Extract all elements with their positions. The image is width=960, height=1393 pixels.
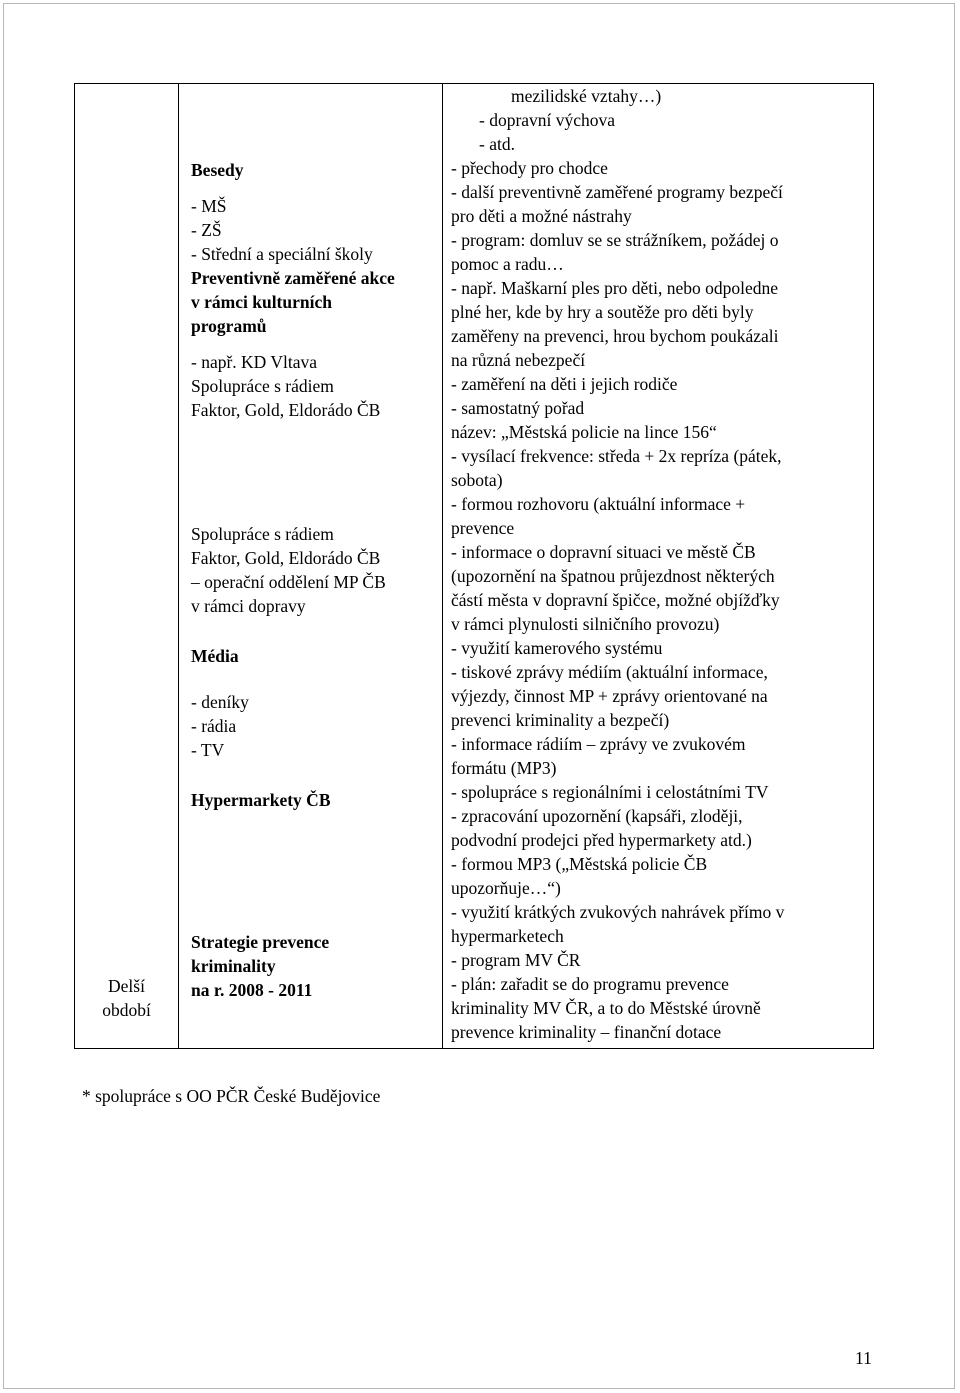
detail-line: - přechody pro chodce — [451, 158, 608, 178]
detail-cell — [443, 84, 874, 1049]
radio2-line: – operační oddělení MP ČB — [191, 572, 386, 592]
period-line: Delší — [108, 976, 145, 996]
detail-line: sobota) — [451, 470, 503, 490]
prev-actions-line: programů — [191, 316, 267, 336]
detail-line: pomoc a radu… — [451, 254, 564, 274]
radio1-line: Faktor, Gold, Eldorádo ČB — [191, 400, 381, 420]
detail-line: - další preventivně zaměřené programy bezpečí — [451, 182, 783, 202]
detail-line: prevence kriminality – finanční dotace — [451, 1022, 722, 1042]
detail-line: upozorňuje…“) — [451, 878, 561, 898]
detail-line: - dopravní výchova — [479, 110, 616, 130]
radio2-line: Faktor, Gold, Eldorádo ČB — [191, 548, 381, 568]
detail-line: - využití krátkých zvukových nahrávek přímo v — [451, 902, 785, 922]
detail-line: - plán: zařadit se do programu prevence — [451, 974, 729, 994]
detail-line: zaměřeny na prevenci, hrou bychom poukázali — [451, 326, 779, 346]
table-row — [75, 84, 874, 1049]
radio2-line: Spolupráce s rádiem — [191, 524, 334, 544]
prev-actions-line: v rámci kulturních — [191, 292, 332, 312]
radio1-line: Spolupráce s rádiem — [191, 376, 334, 396]
detail-line: formátu (MP3) — [451, 758, 557, 778]
detail-line: název: „Městská policie na lince 156“ — [451, 422, 717, 442]
radio2-line: v rámci dopravy — [191, 596, 306, 616]
footnote: * spolupráce s OO PČR České Budějovice — [82, 1086, 381, 1106]
detail-line: - formou MP3 („Městská policie ČB — [451, 854, 708, 874]
detail-line: prevence — [451, 518, 515, 538]
detail-line: - využití kamerového systému — [451, 638, 663, 658]
detail-line: - samostatný pořad — [451, 398, 585, 418]
media-title: Média — [191, 646, 239, 666]
period-line: období — [102, 1000, 151, 1020]
detail-line: podvodní prodejci před hypermarkety atd.) — [451, 830, 752, 850]
detail-line: mezilidské vztahy…) — [511, 86, 662, 106]
period-cell — [75, 84, 179, 1049]
detail-line: - zpracování upozornění (kapsáři, zloději, — [451, 806, 743, 826]
detail-line: - informace rádiím – zprávy ve zvukovém — [451, 734, 746, 754]
detail-line: pro děti a možné nástrahy — [451, 206, 632, 226]
detail-line: - formou rozhovoru (aktuální informace + — [451, 494, 746, 514]
strategy-line: kriminality — [191, 956, 276, 976]
list-item: - rádia — [191, 716, 237, 736]
detail-line: na různá nebezpečí — [451, 350, 586, 370]
detail-line: prevenci kriminality a bezpečí) — [451, 710, 670, 730]
detail-line: výjezdy, činnost MP + zprávy orientované na — [451, 686, 768, 706]
detail-line: - informace o dopravní situaci ve městě ČB — [451, 542, 756, 562]
detail-line: - tiskové zprávy médiím (aktuální informace, — [451, 662, 768, 682]
list-item: - ZŠ — [191, 220, 222, 240]
list-item: - TV — [191, 740, 225, 760]
list-item: - Střední a speciální školy — [191, 244, 373, 264]
strategy-line: Strategie prevence — [191, 932, 330, 952]
page-number: 11 — [855, 1348, 872, 1368]
list-item: - deníky — [191, 692, 249, 712]
detail-line: hypermarketech — [451, 926, 564, 946]
prev-actions-line: Preventivně zaměřené akce — [191, 268, 395, 288]
hyper-title: Hypermarkety ČB — [191, 790, 331, 810]
example-line: - např. KD Vltava — [191, 352, 318, 372]
detail-line: - program: domluv se se strážníkem, požádej o — [451, 230, 779, 250]
detail-line: plné her, kde by hry a soutěže pro děti byly — [451, 302, 754, 322]
besedy-title: Besedy — [191, 160, 244, 180]
detail-line: - atd. — [479, 134, 515, 154]
activity-cell — [179, 84, 443, 1049]
detail-line: - spolupráce s regionálními i celostátními TV — [451, 782, 769, 802]
prevention-table — [74, 83, 874, 1049]
detail-line: - zaměření na děti i jejich rodiče — [451, 374, 678, 394]
detail-line: (upozornění na špatnou průjezdnost některých — [451, 566, 775, 586]
detail-line: v rámci plynulosti silničního provozu) — [451, 614, 720, 634]
list-item: - MŠ — [191, 196, 227, 216]
detail-line: částí města v dopravní špičce, možné objížďky — [451, 590, 780, 610]
detail-line: - program MV ČR — [451, 950, 581, 970]
detail-line: - např. Maškarní ples pro děti, nebo odpoledne — [451, 278, 779, 298]
strategy-year: na r. 2008 - 2011 — [191, 980, 313, 1000]
detail-line: - vysílací frekvence: středa + 2x repríza (pátek, — [451, 446, 782, 466]
detail-line: kriminality MV ČR, a to do Městské úrovně — [451, 998, 761, 1018]
